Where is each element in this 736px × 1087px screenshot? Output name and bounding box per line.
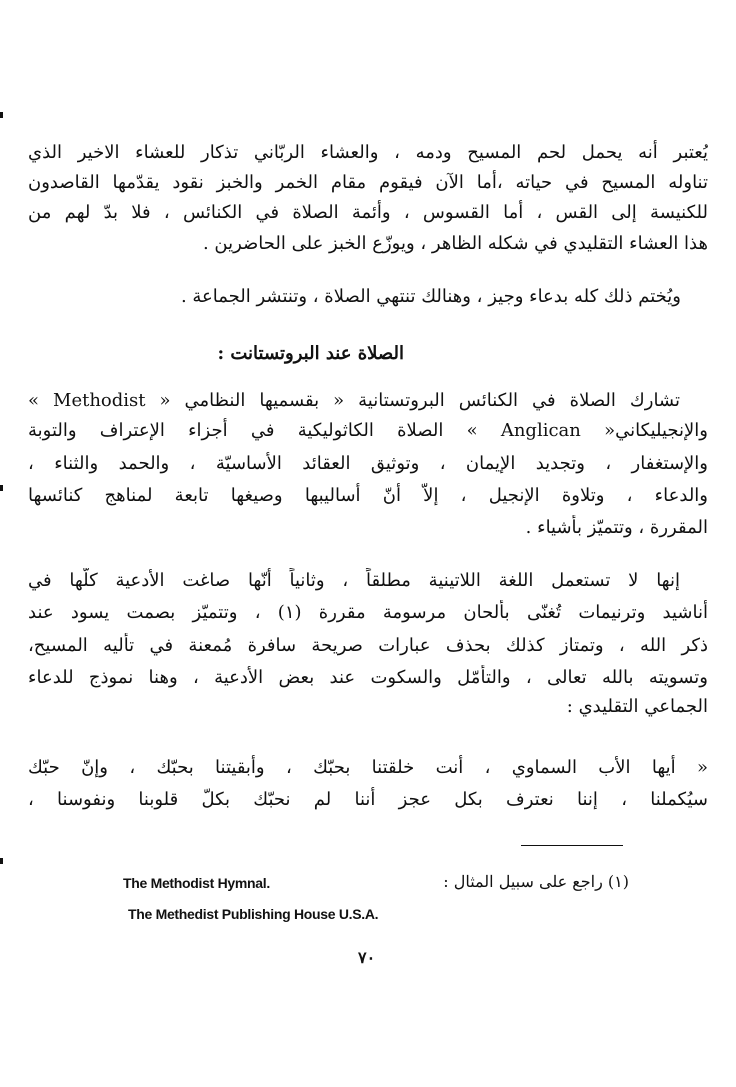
text-line: هذا العشاء التقليدي في شكله الظاهر ، ويوزّع الخبز على الحاضرين . <box>202 233 708 254</box>
footnote-rule <box>521 845 623 846</box>
text-line: « أيها الأب السماوي ، أنت خلقتنا بحبّك ، وأبقيتنا بحبّك ، وإنّ حبّك <box>28 757 708 778</box>
text-line: تشارك الصلاة في الكنائس البروتستانية « بقسميها النظامي « Methodist » <box>28 390 680 411</box>
text-line: الجماعي التقليدي : <box>566 696 708 717</box>
text-line: أناشيد وترنيمات تُغنّى بألحان مرسومة مقررة (١) ، وتتميّز بصمت يسود عند <box>28 602 708 623</box>
footnote-english-title: The Methodist Hymnal. <box>123 875 270 891</box>
margin-mark <box>0 858 3 864</box>
text-line: والدعاء ، وتلاوة الإنجيل ، إلاّ أنّ أساليبها وصيغها تابعة لمناهج كنائسها <box>28 485 708 506</box>
margin-mark <box>0 485 3 491</box>
margin-mark <box>0 112 3 118</box>
text-line: إنها لا تستعمل اللغة اللاتينية مطلقاً ، وثانياً أنّها صاغت الأدعية كلّها في <box>28 570 680 591</box>
text-line: للكنيسة إلى القس ، أما القسوس ، وأئمة الصلاة في الكنائس ، فلا بدّ لهم من <box>28 202 708 223</box>
section-heading: الصلاة عند البروتستانت : <box>217 343 404 364</box>
page-number: ٧٠ <box>358 948 376 967</box>
text-line: والإستغفار ، وتجديد الإيمان ، وتوثيق العقائد الأساسيّة ، والحمد والثناء ، <box>28 453 708 474</box>
text-line: ذكر الله ، وتمتاز كذلك بحذف عبارات صريحة سافرة مُمعنة في تأليه المسيح، <box>28 635 708 656</box>
text-line: سيُكملنا ، إننا نعترف بكل عجز أننا لم نحبّك بكلّ قلوبنا ونفوسنا ، <box>28 789 708 810</box>
footnote-english-publisher: The Methedist Publishing House U.S.A. <box>128 906 379 922</box>
text-line: تناوله المسيح في حياته ،أما الآن فيقوم مقام الخمر والخبز نقود يقدّمها القاصدون <box>28 172 708 193</box>
text-line: والإنجيليكاني« Anglican » الصلاة الكاثوليكية في أجزاء الإعتراف والتوبة <box>28 420 708 441</box>
text-line: وتسويته بالله تعالى ، والتأمّل والسكوت عند بعض الأدعية ، وهنا نموذج للدعاء <box>28 667 708 688</box>
text-line: يُعتبر أنه يحمل لحم المسيح ودمه ، والعشاء الربّاني تذكار للعشاء الاخير الذي <box>28 142 708 163</box>
text-line: المقررة ، وتتميّز بأشياء . <box>525 517 708 538</box>
footnote-arabic: (١) راجع على سبيل المثال : <box>443 872 629 891</box>
text-line: ويُختم ذلك كله بدعاء وجيز ، وهنالك تنتهي الصلاة ، وتنتشر الجماعة . <box>180 286 681 307</box>
